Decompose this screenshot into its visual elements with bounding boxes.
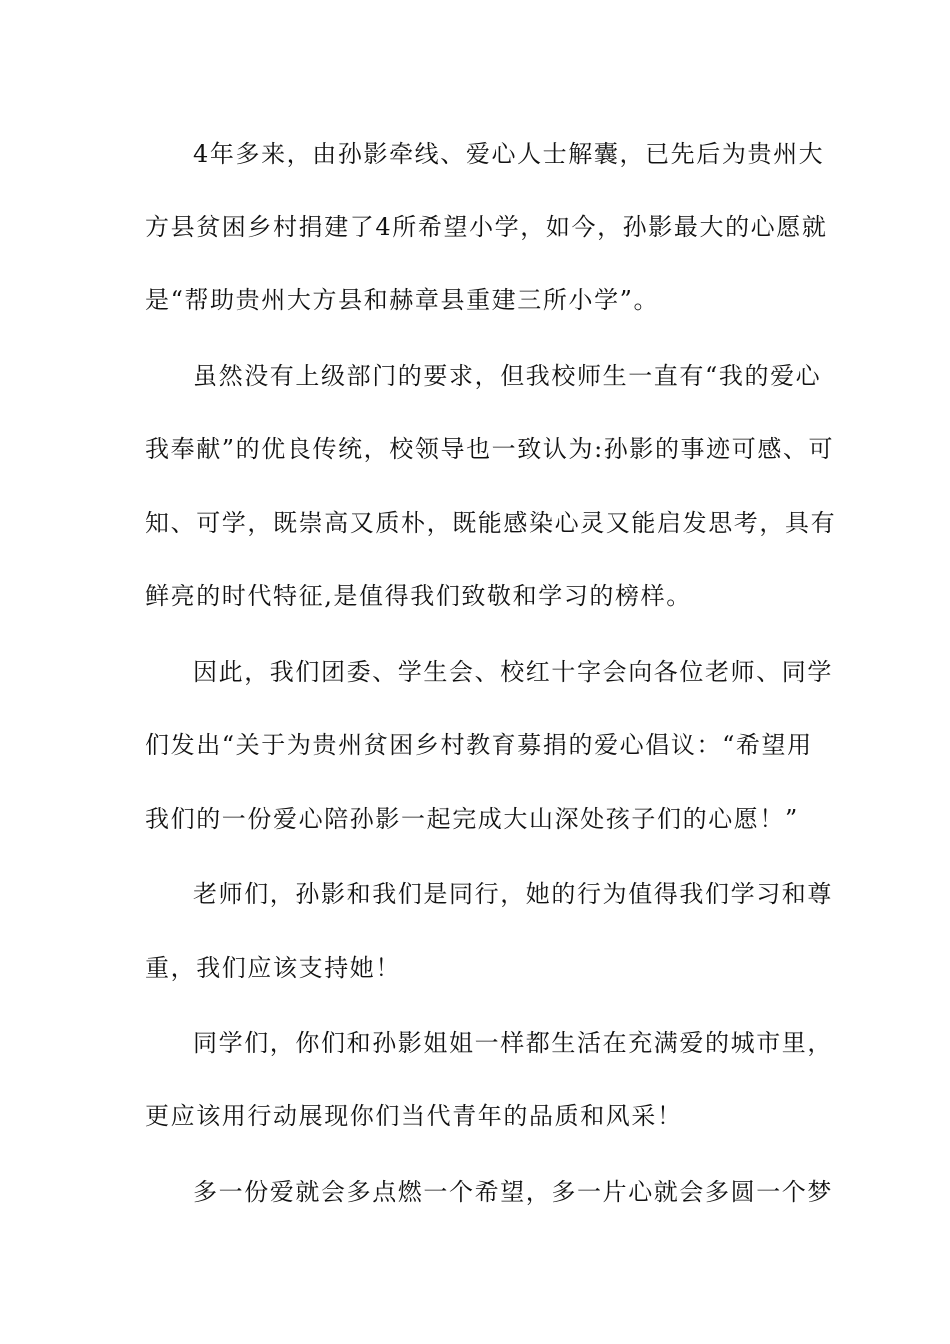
paragraph-5-line-2: 更应该用行动展现你们当代青年的品质和风采！ <box>145 1102 683 1130</box>
paragraph-3-line-1: 因此，我们团委、学生会、校红十字会向各位老师、同学 <box>193 658 833 686</box>
paragraph-3-line-2: 们发出“关于为贵州贫困乡村教育募捐的爱心倡议：“希望用 <box>145 731 813 759</box>
paragraph-2-line-4: 鲜亮的时代特征,是值得我们致敬和学习的榜样。 <box>145 582 692 610</box>
paragraph-1-line-3: 是“帮助贵州大方县和赫章县重建三所小学”。 <box>145 286 660 314</box>
paragraph-4-line-2: 重，我们应该支持她！ <box>145 954 401 982</box>
paragraph-6-line-1: 多一份爱就会多点燃一个希望，多一片心就会多圆一个梦 <box>193 1178 833 1206</box>
paragraph-1-line-2: 方县贫困乡村捐建了4所希望小学，如今，孙影最大的心愿就 <box>145 213 828 241</box>
paragraph-2-line-1: 虽然没有上级部门的要求，但我校师生一直有“我的爱心 <box>193 362 822 390</box>
paragraph-2-line-3: 知、可学，既崇高又质朴，既能感染心灵又能启发思考，具有 <box>145 509 837 537</box>
paragraph-2-line-2: 我奉献”的优良传统，校领导也一致认为:孙影的事迹可感、可 <box>145 435 835 463</box>
paragraph-3-line-3: 我们的一份爱心陪孙影一起完成大山深处孩子们的心愿！” <box>145 805 799 833</box>
paragraph-4-line-1: 老师们，孙影和我们是同行，她的行为值得我们学习和尊 <box>193 880 833 908</box>
paragraph-1-line-1: 4年多来，由孙影牵线、爱心人士解囊，已先后为贵州大 <box>193 140 825 168</box>
paragraph-5-line-1: 同学们，你们和孙影姐姐一样都生活在充满爱的城市里， <box>193 1029 833 1057</box>
